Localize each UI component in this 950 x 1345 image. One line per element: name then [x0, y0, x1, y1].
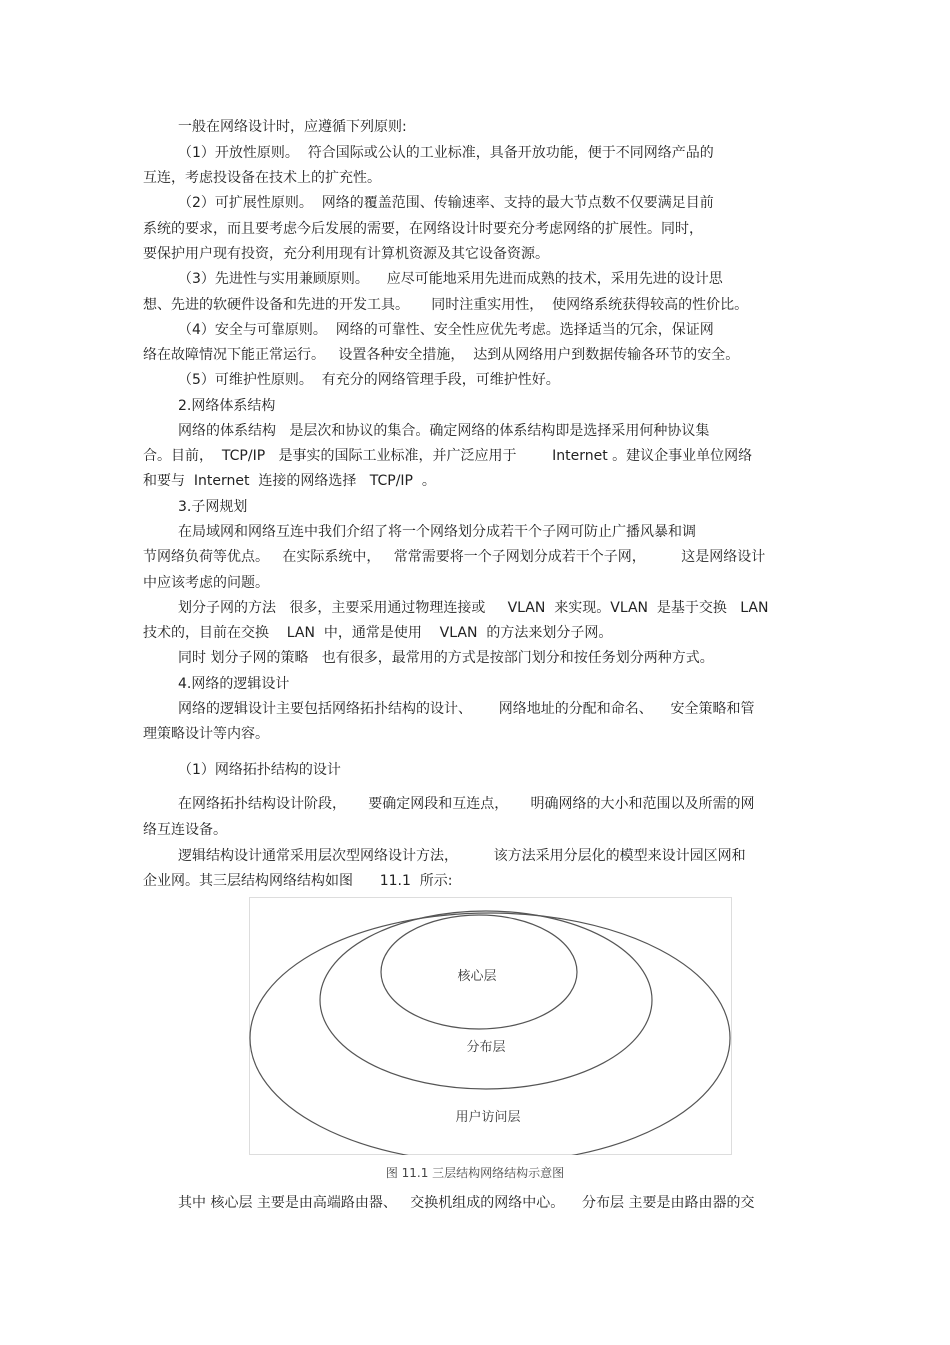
text-line: 企业网。其三层结构网络结构如图 11.1 所示:: [143, 873, 453, 889]
text-line: 一般在网络设计时，应遵循下列原则:: [178, 119, 407, 135]
text-line: 2.网络体系结构: [178, 398, 276, 414]
figure-caption: 图 11.1 三层结构网络结构示意图: [385, 1166, 565, 1180]
text-line: 和要与 Internet 连接的网络选择 TCP/IP 。: [143, 473, 436, 489]
text-line: 络在故障情况下能正常运行。 设置各种安全措施， 达到从网络用户到数据传输各环节的安全。: [143, 347, 740, 363]
core-layer-label: 核心层: [457, 969, 497, 984]
text-line: 划分子网的方法 很多，主要采用通过物理连接或 VLAN 来实现。VLAN 是基于交换 LAN: [178, 600, 769, 616]
text-line: （1）网络拓扑结构的设计: [178, 762, 341, 778]
text-line: （5）可维护性原则。 有充分的网络管理手段，可维护性好。: [178, 372, 560, 388]
text-line: 在网络拓扑结构设计阶段， 要确定网段和互连点， 明确网络的大小和范围以及所需的网: [178, 796, 755, 812]
text-line: 互连，考虑投设备在技术上的扩充性。: [143, 170, 381, 186]
text-line: 技术的，目前在交换 LAN 中，通常是使用 VLAN 的方法来划分子网。: [143, 625, 613, 641]
text-line: 要保护用户现有投资，充分利用现有计算机资源及其它设备资源。: [143, 246, 549, 262]
distribution-layer-ellipse: [320, 911, 652, 1089]
text-line: 想、先进的软硬件设备和先进的开发工具。 同时注重实用性， 使网络系统获得较高的性价比。: [143, 297, 749, 313]
text-line: （1）开放性原则。 符合国际或公认的工业标准，具备开放功能，便于不同网络产品的: [178, 145, 714, 161]
text-line: 其中 核心层 主要是由高端路由器、 交换机组成的网络中心。 分布层 主要是由路由器的交: [178, 1195, 755, 1211]
text-line: 系统的要求，而且要考虑今后发展的需要，在网络设计时要充分考虑网络的扩展性。同时，: [143, 221, 703, 237]
distribution-layer-label: 分布层: [466, 1040, 506, 1055]
text-line: 网络的逻辑设计主要包括网络拓扑结构的设计、 网络地址的分配和命名、 安全策略和管: [178, 701, 755, 717]
text-line: 中应该考虑的问题。: [143, 575, 269, 591]
text-line: 在局域网和网络互连中我们介绍了将一个网络划分成若干个子网可防止广播风暴和调: [178, 524, 696, 540]
text-line: 合。目前， TCP/IP 是事实的国际工业标准，并广泛应用于 Internet 。建议企事业单位网络: [143, 448, 753, 464]
three-layer-diagram: [249, 897, 732, 1155]
text-line: 理策略设计等内容。: [143, 726, 269, 742]
text-line: 网络的体系结构 是层次和协议的集合。确定网络的体系结构即是选择采用何种协议集: [178, 423, 710, 439]
access-layer-label: 用户访问层: [455, 1110, 521, 1125]
text-line: （3）先进性与实用兼顾原则。 应尽可能地采用先进而成熟的技术，采用先进的设计思: [178, 271, 723, 287]
text-line: 同时 划分子网的策略 也有很多，最常用的方式是按部门划分和按任务划分两种方式。: [178, 650, 714, 666]
text-line: 络互连设备。: [143, 822, 227, 838]
text-line: （2）可扩展性原则。 网络的覆盖范围、传输速率、支持的最大节点数不仅要满足目前: [178, 195, 714, 211]
text-line: 节网络负荷等优点。 在实际系统中， 常常需要将一个子网划分成若干个子网， 这是网络设计: [143, 549, 766, 565]
text-line: 4.网络的逻辑设计: [178, 676, 290, 692]
text-line: 逻辑结构设计通常采用层次型网络设计方法， 该方法采用分层化的模型来设计园区网和: [178, 848, 746, 864]
text-line: 3.子网规划: [178, 499, 248, 515]
text-line: （4）安全与可靠原则。 网络的可靠性、安全性应优先考虑。选择适当的冗余，保证网: [178, 322, 714, 338]
